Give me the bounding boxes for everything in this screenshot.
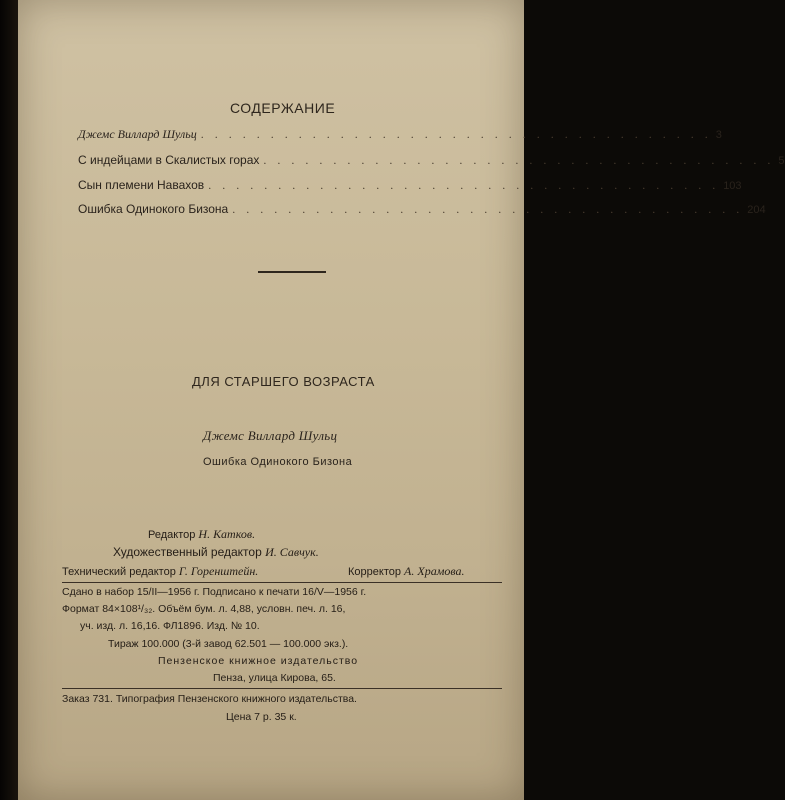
section-divider xyxy=(258,271,326,273)
tech-editor-name: Г. Горенштейн. xyxy=(178,564,259,578)
book-spine-shadow xyxy=(0,0,18,800)
contents-item xyxy=(78,127,722,145)
contents-item-page: 3 xyxy=(715,129,722,141)
contents-item-label: Сын племени Навахов xyxy=(78,178,205,192)
book-page xyxy=(18,0,785,800)
contents-item-label: Джемс Виллард Шульц xyxy=(78,127,197,141)
imprint-divider xyxy=(62,582,502,583)
corrector-label: Корректор xyxy=(348,566,401,578)
contents-item xyxy=(78,178,742,196)
editor-label: Редактор xyxy=(148,529,196,541)
imprint-price: Цена 7 р. 35 к. xyxy=(226,711,297,723)
contents-item-leader: . . . . . . . . . . . . . . . . . . . . . . . . . . . . . . . . . . . . . xyxy=(263,153,775,167)
imprint-publisher: Пензенское книжное издательство xyxy=(158,655,359,667)
imprint-printing-house: Заказ 731. Типография Пензенского книжного издательства. xyxy=(62,693,357,705)
contents-item-page: 5 xyxy=(778,155,785,167)
book-title: Ошибка Одинокого Бизона xyxy=(203,456,353,468)
corrector-name: А. Храмова. xyxy=(404,564,465,578)
imprint-art-editor xyxy=(113,545,319,560)
series-label: ДЛЯ СТАРШЕГО ВОЗРАСТА xyxy=(192,374,375,389)
contents-item-leader: . . . . . . . . . . . . . . . . . . . . . . . . . . . . . . . . . . . . . xyxy=(208,178,720,192)
contents-item-label: С индейцами в Скалистых горах xyxy=(78,153,260,167)
contents-item-leader: . . . . . . . . . . . . . . . . . . . . . . . . . . . . . . . . . . . . . xyxy=(200,127,712,141)
contents-item-page: 103 xyxy=(723,180,742,192)
book-author: Джемс Виллард Шульц xyxy=(203,428,338,443)
imprint-tech-editor xyxy=(62,564,258,579)
art-editor-label: Художественный редактор xyxy=(113,545,262,559)
imprint-publication: уч. изд. л. 16,16. ФЛ1896. Изд. № 10. xyxy=(80,620,260,632)
contents-item xyxy=(78,202,766,220)
tech-editor-label: Технический редактор xyxy=(62,566,176,578)
imprint-corrector xyxy=(348,564,464,579)
contents-item xyxy=(78,153,785,171)
imprint-address: Пенза, улица Кирова, 65. xyxy=(213,672,336,684)
imprint-divider-bottom xyxy=(62,688,502,689)
editor-name: Н. Катков. xyxy=(198,527,256,541)
art-editor-name: И. Савчук. xyxy=(265,545,319,559)
contents-title: СОДЕРЖАНИЕ xyxy=(230,100,336,116)
imprint-dates: Сдано в набор 15/II—1956 г. Подписано к печати 16/V—1956 г. xyxy=(62,586,367,598)
imprint-format: Формат 84×108¹/₃₂. Объём бум. л. 4,88, условн. печ. л. 16, xyxy=(62,603,346,615)
contents-item-page: 204 xyxy=(747,204,766,216)
contents-item-label: Ошибка Одинокого Бизона xyxy=(78,202,229,216)
imprint-editor xyxy=(148,527,255,542)
imprint-print-run: Тираж 100.000 (3-й завод 62.501 — 100.000 экз.). xyxy=(108,638,349,650)
contents-item-leader: . . . . . . . . . . . . . . . . . . . . . . . . . . . . . . . . . . . . . xyxy=(232,202,744,216)
